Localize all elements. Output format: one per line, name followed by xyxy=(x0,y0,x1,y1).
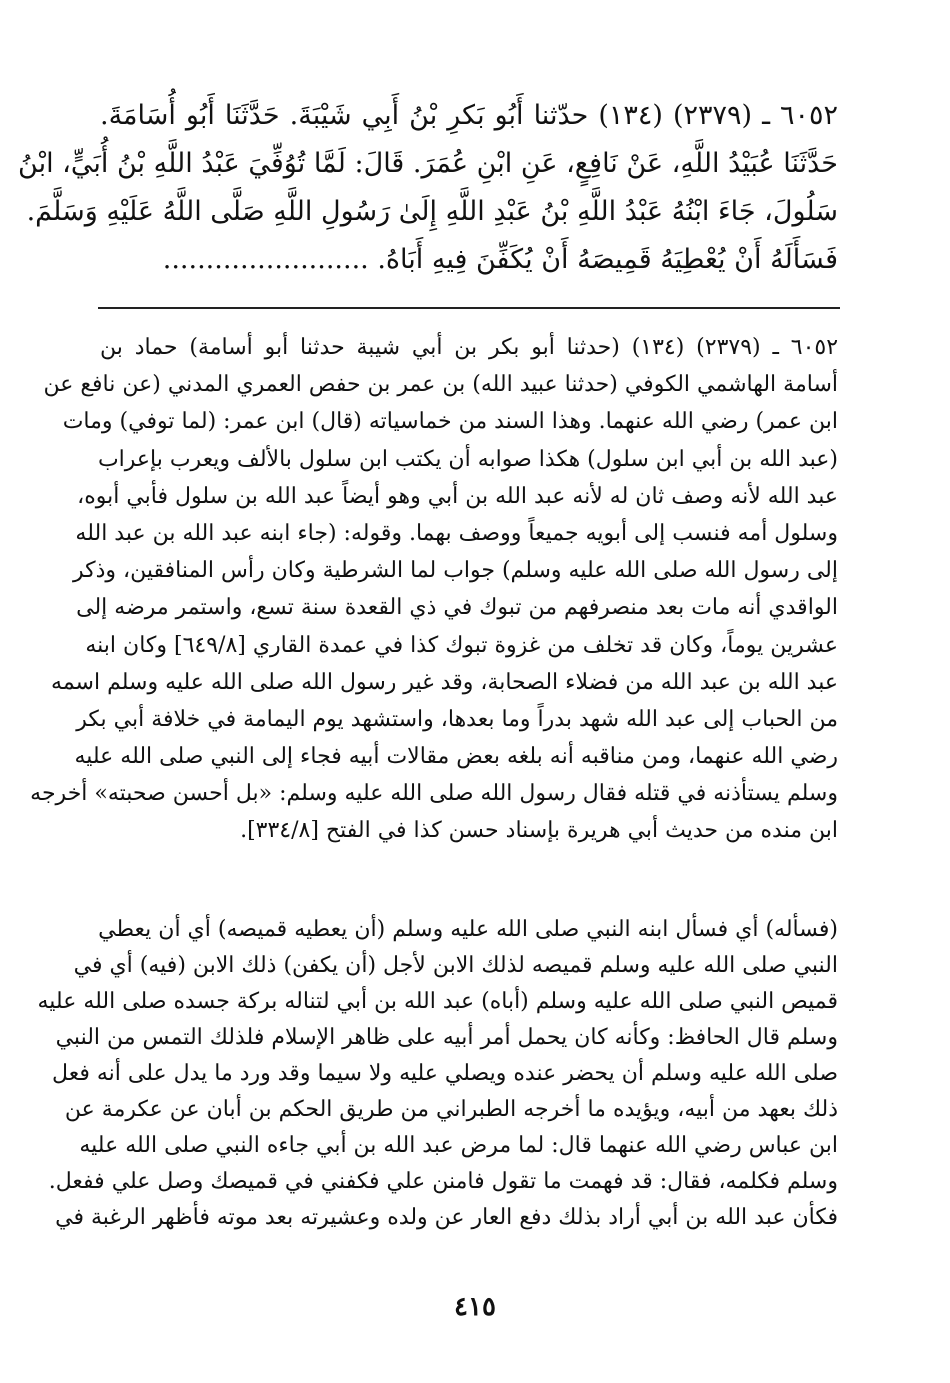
commentary-line: صلى الله عليه وسلم أن يحضر عنده ويصلي عليه ولا سيما وقد ورد ما يدل على أنه فعل xyxy=(52,1061,838,1086)
commentary-line: ابن عمر) رضي الله عنهما. وهذا السند من خماسياته (قال) ابن عمر: (لما توفي) ومات xyxy=(62,409,838,435)
commentary-paragraph-2 xyxy=(37,912,838,1236)
commentary-line: ابن عباس رضي الله عنهما قال: لما مرض عبد الله بن أبي جاءه النبي صلى الله عليه xyxy=(79,1133,838,1158)
commentary-line: وسلم يستأذنه في قتله فقال رسول الله صلى الله عليه وسلم: «بل أحسن صحبته» أخرجه xyxy=(30,781,838,807)
commentary-line: ذلك بعهد من أبيه، ويؤيده ما أخرجه الطبراني من طريق الحكم بن أبان عن عكرمة عن xyxy=(64,1097,838,1122)
commentary-line: ٦٠٥٢ ـ (٢٣٧٩) (١٣٤) (حدثنا أبو بكر بن أبي شيبة حدثنا أبو أسامة) حماد بن xyxy=(100,335,839,360)
commentary-line: عبد الله بن عبد الله من فضلاء الصحابة، وقد غير رسول الله صلى الله عليه وسلم اسمه xyxy=(51,669,838,695)
commentary-line: (فسأله) أي فسأل ابنه النبي صلى الله عليه وسلم (أن يعطيه قميصه) أي أن يعطي xyxy=(98,917,838,942)
commentary-line: من الحباب إلى عبد الله شهد بدراً وما بعدها، واستشهد يوم اليمامة في خلافة أبي بكر xyxy=(76,706,838,732)
commentary-line: عبد الله لأنه وصف ثان له لأنه عبد الله بن أبي وهو أيضاً عبد الله بن سلول فأبي أبوه، xyxy=(77,483,838,509)
hadith-line: حَدَّثَنَا عُبَيْدُ اللَّهِ، عَنْ نَافِعٍ، عَنِ ابْنِ عُمَرَ. قَالَ: لَمَّا تُوُفِّيَ عَبْدُ اللَّهِ بْنُ أُبَيٍّ، ابْنُ xyxy=(18,148,838,179)
commentary-line: الواقدي أنه مات بعد منصرفهم من تبوك في ذي القعدة سنة تسع، واستمر مرضه إلى xyxy=(76,595,838,621)
commentary-line: فكأن عبد الله بن أبي أراد بذلك دفع العار عن ولده وعشيرته بعد موته فأظهر الرغبة في xyxy=(55,1205,838,1230)
commentary-line: وسلول أمه فنسب إلى أبويه جميعاً ووصف بهما. وقوله: (جاء ابنه عبد الله بن عبد الله xyxy=(75,520,838,546)
commentary-line: النبي صلى الله عليه وسلم قميصه لذلك الابن لأجل (أن يكفن) ذلك الابن (فيه) أي في xyxy=(73,953,838,978)
commentary-line: عشرين يوماً، وكان قد تخلف من غزوة تبوك كذا في عمدة القاري [٦٤٩/٨] وكان ابنه xyxy=(85,632,838,658)
commentary-line: وسلم فكلمه، فقال: قد فهمت ما تقول فامنن علي فكفني في قميصك وصل علي ففعل. xyxy=(48,1169,838,1194)
commentary-line: رضي الله عنهما، ومن مناقبه أنه بلغه بعض مقالات أبيه فجاء إلى النبي صلى الله عليه xyxy=(74,744,838,770)
commentary-line: إلى رسول الله صلى الله عليه وسلم) جواب لما الشرطية وكان رأس المنافقين، وذكر xyxy=(73,558,838,584)
page-number: ٤١٥ xyxy=(454,1292,496,1322)
commentary-line: وسلم قال الحافظ: وكأنه كان يحمل أمر أبيه على ظاهر الإسلام فلذلك التمس من النبي xyxy=(55,1025,838,1050)
hadith-line: فَسَأَلَهُ أَنْ يُعْطِيَهُ قَمِيصَهُ أَنْ يُكَفِّنَ فِيهِ أَبَاهُ. ........................ xyxy=(162,244,838,275)
commentary-paragraph-1 xyxy=(30,329,839,850)
section-divider xyxy=(98,307,840,309)
commentary-line: قميص النبي صلى الله عليه وسلم (أباه) عبد الله بن أبي لتناله بركة جسده صلى الله عليه xyxy=(37,989,838,1014)
commentary-line: (عبد الله بن أبي ابن سلول) هكذا صوابه أن يكتب ابن سلول بالألف ويعرب بإعراب xyxy=(97,446,838,472)
hadith-line: ٦٠٥٢ ـ (٢٣٧٩) (١٣٤) حدّثنا أَبُو بَكرِ بْنُ أَبِي شَيْبَةَ. حَدَّثَنَا أَبُو أُسَامَةَ. xyxy=(100,100,839,131)
hadith-line: سَلُولَ، جَاءَ ابْنُهُ عَبْدُ اللَّهِ بْنُ عَبْدِ اللَّهِ إِلَىٰ رَسُولِ اللَّهِ صَلَّى اللَّهُ عَلَيْهِ وَسَلَّمَ. xyxy=(26,196,838,227)
commentary-line: ابن منده من حديث أبي هريرة بإسناد حسن كذا في الفتح [٣٣٤/٨]. xyxy=(240,818,838,844)
commentary-line: أسامة الهاشمي الكوفي (حدثنا عبيد الله) بن عمر بن حفص العمري المدني (عن نافع عن xyxy=(43,372,838,398)
hadith-text xyxy=(18,92,839,284)
